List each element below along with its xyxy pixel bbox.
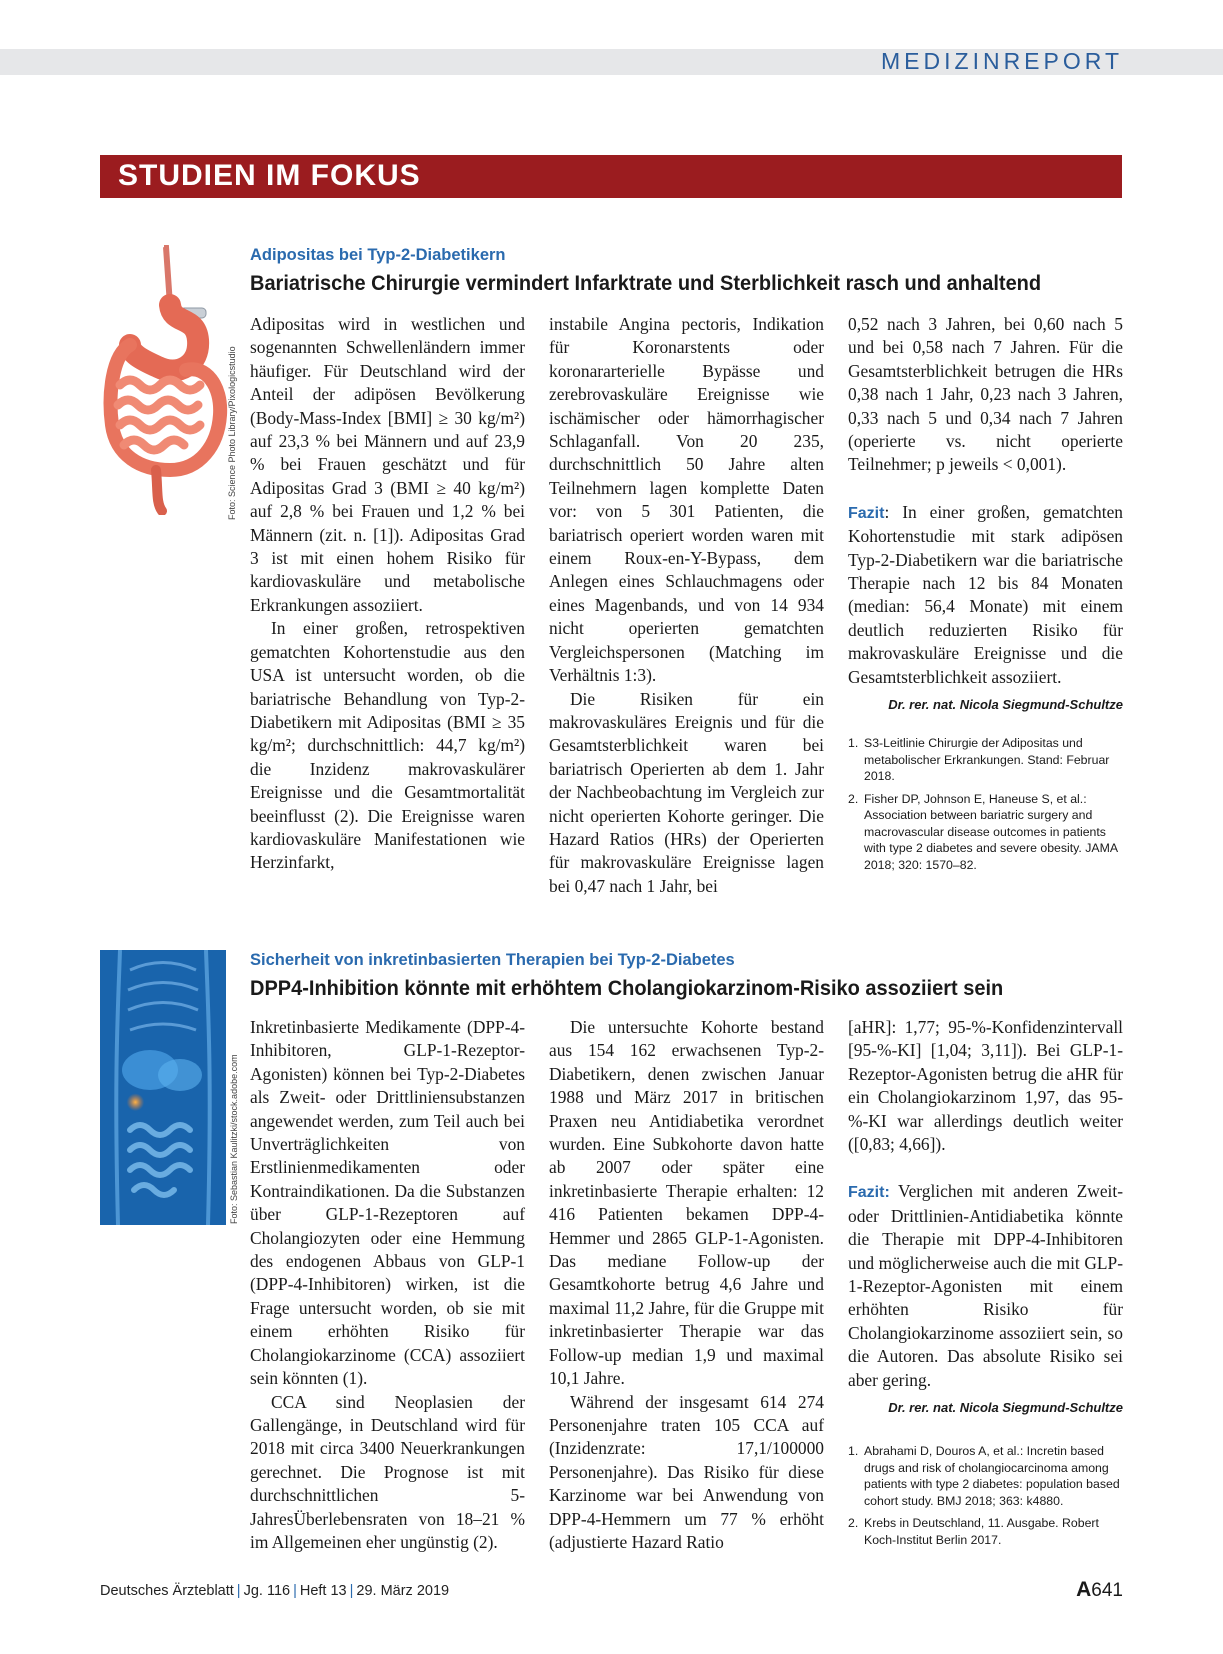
page-prefix: A — [1076, 1578, 1092, 1601]
article2-paragraph: Die untersuchte Kohorte bestand aus 154 162 erwachsenen Typ-2-Diabetikern, denen zwischen Januar 1988 und März 2017 in britischen Praxen neu Antidiabetika verordnet wurden. Eine Subkohorte davon hatte ab 2007 oder später eine inkretinbasierte Therapie erhalten: 12 416 Patienten bekamen DPP-4-Hemmer und 2865 GLP-1-Agonisten. Das mediane Follow-up der Gesamtkohorte betrug 4,6 Jahre und maximal 11,2 Jahre, für die Gruppe mit inkretinbasierter Therapie war das Follow-up median 1,9 und maximal 10,1 Jahre. — [549, 1017, 824, 1389]
article1-column-1 — [250, 313, 525, 875]
article2-paragraph: CCA sind Neoplasien der Gallengänge, in Deutschland wird für 2018 mit circa 3400 Neuerkrankungen gerechnet. Die Prognose ist mit durchschnittlichen 5-JahresÜberlebensraten von 18–21 % im Allgemeinen eher ungünstig (2). — [250, 1391, 525, 1552]
reference-text: Krebs in Deutschland, 11. Ausgabe. Robert Koch-Institut Berlin 2017. — [864, 1516, 1099, 1547]
article2-paragraph: Inkretinbasierte Medikamente (DPP-4-Inhibitoren, GLP-1-Rezeptor-Agonisten) können bei Typ-2-Diabetes als Zweit- oder Drittliniensubstanzen angewendet werden, zum Teil auch bei Unverträglichkeiten von Erstlinienmedikamenten oder Kontraindikationen. Da die Substanzen über GLP-1-Rezeptoren auf Cholangiozyten oder eine Hemmung des endogenen Abbaus von GLP-1 (DPP-4-Inhibitoren) wirken, ist die Frage untersucht worden, ob sie mit einem erhöhten Risiko für Cholangiokarzinome (CCA) assoziiert sein könnten (1). — [250, 1017, 525, 1389]
journal-volume: Jg. 116 — [243, 1583, 291, 1599]
article2-column-2 — [549, 1016, 824, 1554]
article2-references — [848, 1443, 1123, 1554]
reference-item — [848, 791, 1123, 874]
article2-paragraph: [aHR]: 1,77; 95-%-Konfidenzintervall [95-%-KI] [1,04; 3,11]). Bei GLP-1-Rezeptor-Agonisten betrug die aHR für ein Cholangiokarzinom 1,97, das 95-%-KI war allerdings deutlich weiter ([0,83; 4,66]). — [848, 1017, 1123, 1155]
article1-column-3 — [848, 313, 1123, 717]
article1-paragraph: 0,52 nach 3 Jahren, bei 0,60 nach 5 und bei 0,58 nach 7 Jahren. Für die Gesamtsterblichkeit betrugen die HRs 0,38 nach 1 Jahr, 0,23 nach 3 Jahren, 0,33 nach 5 und 0,34 nach 7 Jahren (operierte vs. nicht operierte Teilnehmer; p jeweils < 0,001). — [848, 314, 1123, 475]
article2-fazit-label: Fazit: — [848, 1184, 890, 1202]
footer-separator: | — [349, 1583, 354, 1599]
reference-text: S3-Leitlinie Chirurgie der Adipositas und metabolischer Erkrankungen. Stand: Februar 2018. — [864, 736, 1110, 783]
digestive-tract-illustration — [100, 245, 230, 515]
reference-number: 1. — [848, 736, 859, 750]
reference-text: Abrahami D, Douros A, et al.: Incretin based drugs and risk of cholangiocarcinoma among patients with type 2 diabetes: population based cohort study. BMJ 2018; 363: k4880. — [864, 1444, 1120, 1508]
article1-paragraph: Die Risiken für ein makrovaskuläres Ereignis und für die Gesamtsterblichkeit waren bei bariatrisch Operierten ab dem 1. Jahr der Nachbeobachtung im Vergleich zur nicht operierten Kohorte geringer. Die Hazard Ratios (HRs) der Operierten für makrovaskuläre Ereignisse lagen bei 0,47 nach 1 Jahr, bei — [549, 688, 824, 896]
photo-credit-2: Foto: Sebastian Kaulitzki/stock.adobe.com — [229, 1054, 239, 1224]
reference-number: 2. — [848, 1516, 859, 1530]
article1-paragraph: In einer großen, retrospektiven gematchten Kohortenstudie aus den USA ist untersucht worden, ob die bariatrische Behandlung von Typ-2-Diabetikern mit Adipositas (BMI ≥ 35 kg/m²; durchschnittlich: 44,7 kg/m²) die Inzidenz makrovaskulärer Ereignisse und die Gesamtmortalität beeinflusst (2). Die Ereignisse waren kardiovaskuläre Manifestationen wie Herzinfarkt, — [250, 618, 525, 873]
journal-date: 29. März 2019 — [356, 1583, 450, 1599]
section-banner — [100, 155, 1122, 198]
article1-kicker: Adipositas bei Typ-2-Diabetikern — [250, 246, 506, 264]
reference-item — [848, 1443, 1123, 1509]
article1-headline: Bariatrische Chirurgie vermindert Infarktrate und Sterblichkeit rasch und anhaltend — [250, 271, 1042, 295]
photo-credit-1: Foto: Science Photo Library/Pixologicstudio — [227, 346, 237, 520]
article1-references — [848, 735, 1123, 879]
journal-name: Deutsches Ärzteblatt — [100, 1583, 234, 1599]
page-number-value: 641 — [1091, 1580, 1123, 1601]
article2-column-3 — [848, 1016, 1123, 1420]
article2-author: Dr. rer. nat. Nicola Siegmund-Schultze — [888, 1400, 1123, 1416]
footer-separator: | — [293, 1583, 297, 1599]
reference-item — [848, 735, 1123, 785]
article1-paragraph: instabile Angina pectoris, Indikation für Koronarstents oder koronararterielle Bypässe und zerebrovaskuläre Ereignisse wie ischämischer oder hämorrhagischer Schlaganfall. Von 20 235, durchschnittlich 50 Jahre alten Teilnehmern lagen komplette Daten vor: von 5 301 Patienten, die bariatrisch operiert worden waren mit einem Roux-en-Y-Bypass, dem Anlegen eines Schlauchmagens oder eines Magenbands, und von 14 934 nicht operierten gematchten Vergleichspersonen (Matching im Verhältnis 1:3). — [549, 314, 824, 686]
page-footer — [100, 1583, 449, 1599]
reference-item — [848, 1515, 1123, 1548]
abdomen-xray-illustration — [100, 950, 226, 1225]
article2-fazit-text: Verglichen mit anderen Zweit- oder Drittlinien-Antidiabetika könnte die Therapie mit DPP-4-Inhibitoren und möglicherweise auch die mit GLP-1-Rezeptor-Agonisten mit einem erhöhten Risiko für Cholangiokarzinome assoziiert sein, so die Autoren. Das absolute Risiko sei aber gering. — [848, 1181, 1123, 1390]
reference-number: 1. — [848, 1444, 859, 1458]
banner-title: STUDIEN IM FOKUS — [118, 159, 421, 192]
article1-fazit — [848, 501, 1123, 689]
journal-issue: Heft 13 — [299, 1583, 347, 1599]
reference-text: Fisher DP, Johnson E, Haneuse S, et al.: Association between bariatric surgery and macrovascular disease outcomes in patients with type 2 diabetes and severe obesity. JAMA 2018; 320: 1570–82. — [864, 791, 1118, 872]
section-label: MEDIZINREPORT — [881, 48, 1123, 74]
article2-column-1 — [250, 1016, 525, 1554]
page-number — [1076, 1578, 1123, 1602]
article2-paragraph: Während der insgesamt 614 274 Personenjahre traten 105 CCA auf (Inzidenzrate: 17,1/100000 Personenjahre). Das Risiko für diese Karzinome war bei Anwendung von DPP-4-Hemmern um 77 % erhöht (adjustierte Hazard Ratio — [549, 1391, 824, 1552]
article2-headline: DPP4-Inhibition könnte mit erhöhtem Cholangiokarzinom-Risiko assoziiert sein — [250, 976, 1004, 1000]
article1-author: Dr. rer. nat. Nicola Siegmund-Schultze — [888, 697, 1123, 713]
article2-kicker: Sicherheit von inkretinbasierten Therapien bei Typ-2-Diabetes — [250, 951, 735, 969]
article1-fazit-label: Fazit — [848, 504, 885, 522]
article2-fazit — [848, 1180, 1123, 1392]
article1-fazit-text: : In einer großen, gematchten Kohortenstudie mit stark adipösen Typ-2-Diabetikern war die bariatrische Therapie nach 12 bis 84 Monaten (median: 56,4 Monate) mit einem deutlich reduzierten Risiko für makrovaskuläre Ereignisse und die Gesamtsterblichkeit assoziiert. — [848, 501, 1123, 687]
article1-paragraph: Adipositas wird in westlichen und sogenannten Schwellenländern immer häufiger. Für Deutschland wird der Anteil der adipösen Bevölkerung (Body-Mass-Index [BMI] ≥ 30 kg/m²) auf 23,3 % bei Männern und auf 23,9 % bei Frauen geschätzt und für Adipositas Grad 3 (BMI ≥ 40 kg/m²) auf 2,8 % bei Frauen und 1,2 % bei Männern (zit. n. [1]). Adipositas Grad 3 ist mit einen hohem Risiko für kardiovaskuläre und metabolische Erkrankungen assoziiert. — [250, 314, 525, 615]
article1-column-2 — [549, 313, 824, 898]
reference-number: 2. — [848, 791, 859, 806]
footer-separator: | — [236, 1583, 241, 1599]
